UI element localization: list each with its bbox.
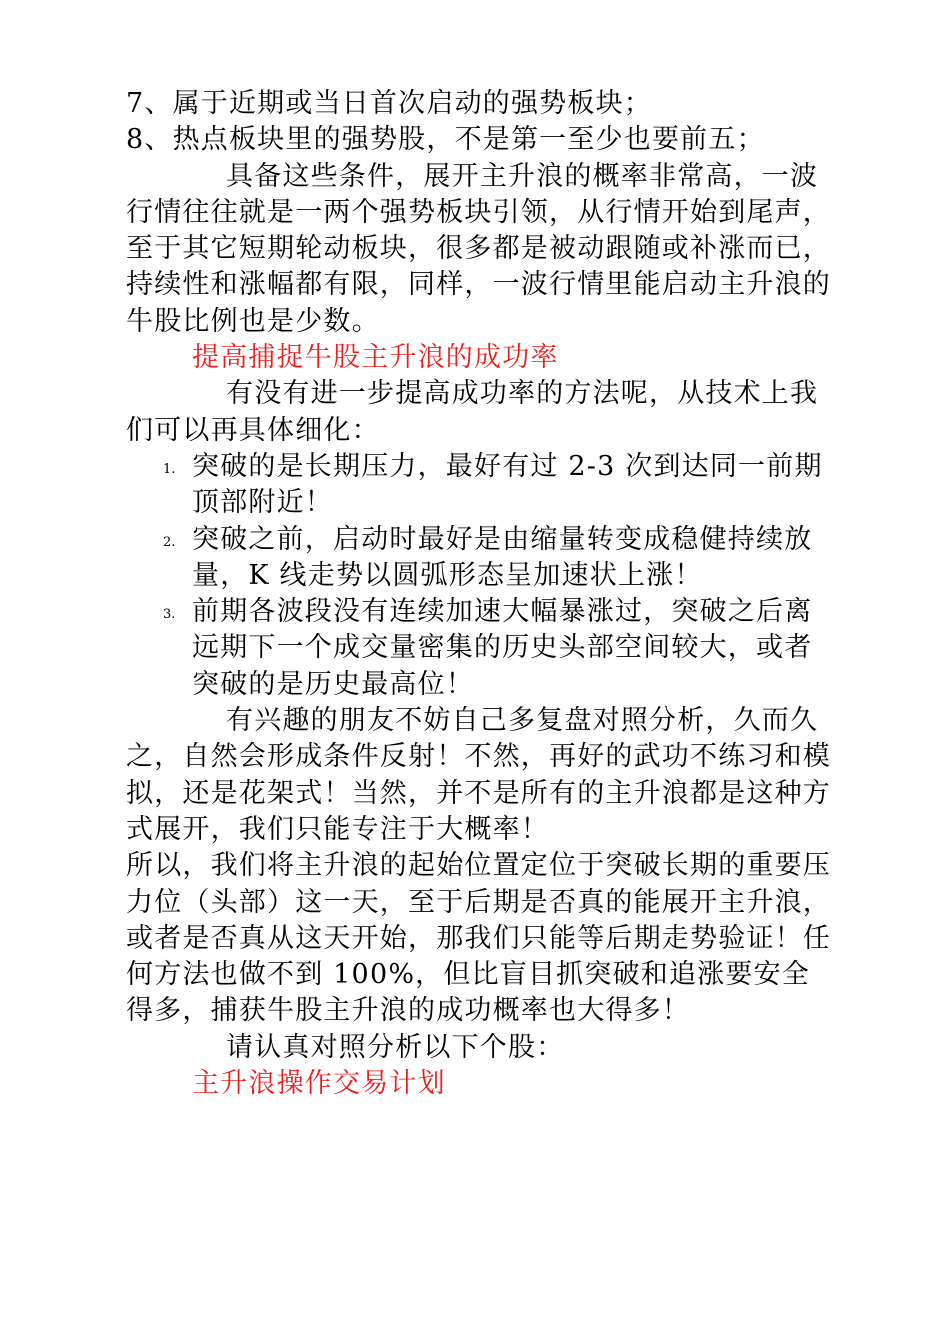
list-item: [126, 522, 838, 595]
section-heading-trading-plan: 主升浪操作交易计划: [192, 1068, 446, 1100]
paragraph-intro: 具备这些条件，展开主升浪的概率非常高，一波行情往往就是一两个强势板块引领，从行情开始到尾声，至于其它短期轮动板块，很多都是被动跟随或补涨而已，持续性和涨幅都有限，同样，一波行情里能启动主升浪的牛股比例也是少数。: [126, 160, 831, 337]
criterion-8: 8、热点板块里的强势股，不是第一至少也要前五；: [126, 124, 765, 156]
list-number: 1.: [163, 461, 176, 477]
criterion-7: 7、属于近期或当日首次启动的强势板块；: [126, 88, 652, 119]
list-item: [126, 594, 838, 703]
section-heading-success-rate: 提高捕捉牛股主升浪的成功率: [192, 342, 559, 374]
paragraph-interest: 有兴趣的朋友不妨自己多复盘对照分析，久而久之，自然会形成条件反射！不然，再好的武功不练习和模拟，还是花架式！当然，并不是所有的主升浪都是这种方式展开，我们只能专注于大概率！: [126, 705, 831, 845]
list-item: [126, 449, 838, 522]
list-item-text: 突破的是长期压力，最好有过 2-3 次到达同一前期顶部附近！: [192, 450, 823, 519]
technical-criteria-list: [126, 449, 838, 703]
list-item-text: 突破之前，启动时最好是由缩量转变成稳健持续放量，K 线走势以圆弧形态呈加速状上涨！: [192, 523, 813, 591]
paragraph-method: 有没有进一步提高成功率的方法呢，从技术上我们可以再具体细化：: [126, 378, 819, 446]
list-number: 3.: [163, 607, 176, 623]
list-item-text: 前期各波段没有连续加速大幅暴涨过，突破之后离远期下一个成交量密集的历史头部空间较大，或者突破的是历史最高位！: [192, 596, 813, 700]
paragraph-analyze: 请认真对照分析以下个股：: [226, 1031, 565, 1063]
list-number: 2.: [163, 534, 176, 550]
document-page: [126, 86, 838, 1102]
paragraph-conclusion: 所以，我们将主升浪的起始位置定位于突破长期的重要压力位（头部）这一天，至于后期是否真的能展开主升浪，或者是否真从这天开始，那我们只能等后期走势验证！任何方法也做不到 100%，但比盲目抓突破和追涨要安全得多，捕获牛股主升浪的成功概率也大得多！: [126, 850, 831, 1027]
